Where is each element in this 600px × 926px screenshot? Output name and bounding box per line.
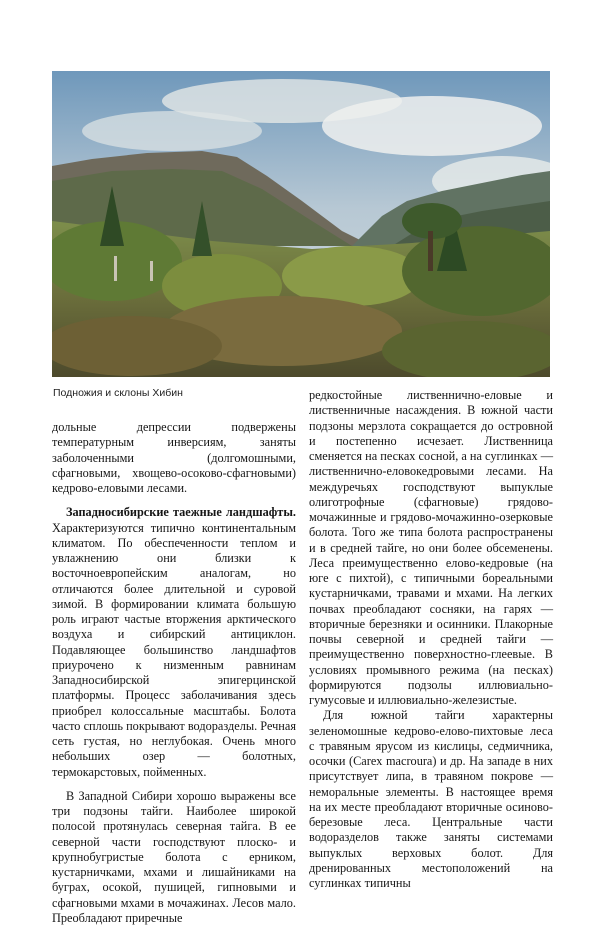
- figure-caption: Подножия и склоны Хибин: [53, 387, 183, 399]
- paragraph-larch-forests: редкостойные лиственнично-еловые и лиственничные насаждения. В южной части подзоны мерзлота сокращается до островной и постепенно исчезает. Лиственница сменяется на песках сосной, а на суглинках — лиственнично-еловокедровыми лесами. На междуречьях господствуют выпуклые олиготрофные (сфагновые) грядово-мочажинные и грядово-мочажинно-озерковые болота. Того же типа болота распространены и в средней тайге, но они более обсеменены. Леса преимущественно елово-кедровые (на юге с пихтой), с типичными бореальными кустарничками, травами и мхами. На легких почвах преобладают сосняки, на гарях — вторичные березняки и осинники. Плакорные почвы северной и средней тайги — преимущественно поверхностно-глеевые. В условиях промывного режима (на песках) формируются подзолы иллювиально-гумусовые и иллювиально-железистые.: [309, 388, 553, 707]
- mountain-landscape-illustration: [52, 71, 550, 377]
- mountain-photo: [52, 71, 550, 377]
- paragraph-taiga-subzones: В Западной Сибири хорошо выражены все три подзоны тайги. Наиболее широкой полосой протянулась северная тайга. В ее северной части господствуют плоско- и крупнобугристые болота с ерником, кустарничками, мхами и лишайниками на буграх, осокой, пушицей, гипновыми и сфагновыми мхами в мочажинах. Лесов мало. Преобладают приречные: [52, 788, 296, 925]
- section-heading: Западносибирские таежные ландшафты.: [66, 505, 296, 520]
- left-text-column: [52, 420, 296, 926]
- paragraph-west-siberian: [52, 505, 296, 780]
- right-text-column: [309, 388, 553, 891]
- section-body: Характеризуются типично континентальным климатом. По обеспеченности теплом и увлажнению они близки к восточноевропейским аналогам, но отличаются более длительной и суровой зимой. В формировании климата большую роль играют частые вторжения арктического воздуха и сибирский антициклон. Подавляющее большинство ландшафтов приурочено к низменным равнинам Западносибирской эпигерцинской платформы. Процесс заболачивания здесь приобрел колоссальные масштабы. Болота часто сплошь покрывают водоразделы. Речная сеть густая, но неглубокая. Очень много небольших озер — болотных, термокарстовых, пойменных.: [52, 520, 296, 779]
- paragraph-depressions: дольные депрессии подвержены температурным инверсиям, заняты заболоченными (долгомошными, сфагновыми, хвощево-осоково-сфагновыми) кедрово-еловыми лесами.: [52, 420, 296, 495]
- paragraph-southern-taiga: Для южной тайги характерны зеленомошные кедрово-елово-пихтовые леса с травяным ярусом из кислицы, седмичника, осочки (Carex macroura) и др. На западе в них присутствует липа, в травяном покрове — неморальные элементы. В настоящее время на их месте преобладают вторичные осиново-березовые леса. Центральные части водоразделов также заняты системами выпуклых верховых болот. Для дренированных местоположений на суглинках типичны: [309, 708, 553, 890]
